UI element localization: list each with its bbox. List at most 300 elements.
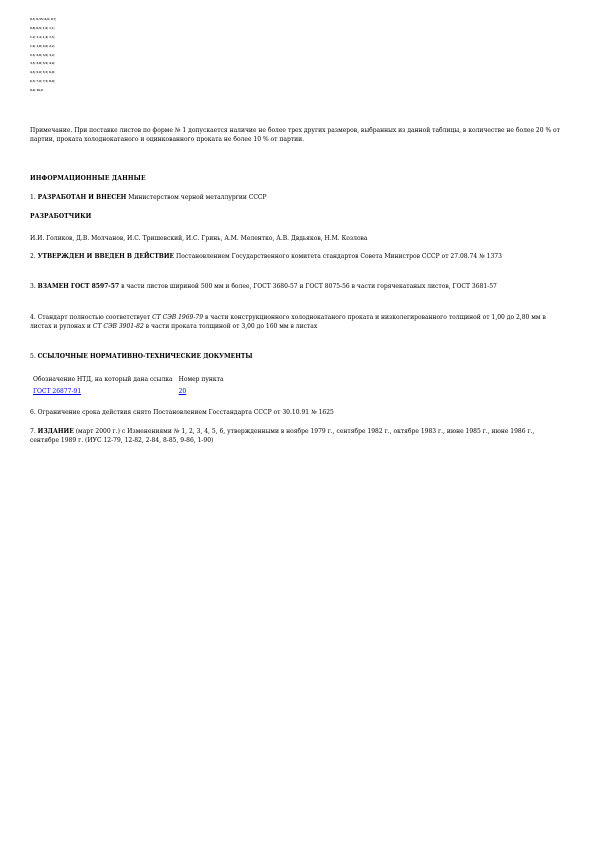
size-cell (133, 55, 154, 64)
size-cell (524, 46, 545, 55)
reference-column-header: Обозначение НТД, на который дана ссылка (33, 376, 173, 383)
size-cell (154, 63, 175, 72)
st-sev-1969-79-ref: СТ СЭВ 1969-79 (152, 314, 204, 321)
size-cell (442, 28, 463, 37)
size-cell (483, 63, 504, 72)
size-cell (483, 19, 504, 28)
info-item-1-text: Министерством черной металлургии СССР (128, 194, 267, 201)
size-cell (463, 55, 484, 64)
size-cell (524, 90, 545, 99)
size-cell (216, 19, 237, 28)
size-cell (360, 90, 381, 99)
size-cell (277, 46, 298, 55)
size-cell (422, 90, 443, 99)
info-item-1-number: 1. (30, 194, 36, 201)
info-item-4-lead: 4. Стандарт полностью соответствует (30, 314, 151, 321)
size-cell (113, 37, 134, 46)
size-cell (442, 63, 463, 72)
size-cell (442, 55, 463, 64)
size-cell (113, 81, 134, 90)
info-item-5 (30, 352, 560, 361)
info-item-6: 6. Ограничение срока действия снято Постановлением Госстандарта СССР от 30.10.91 № 1625 (30, 409, 334, 416)
size-cell (236, 99, 257, 108)
gost-26877-91-link[interactable]: ГОСТ 26877-91 (33, 388, 82, 395)
table-row (30, 63, 566, 72)
size-cell (174, 81, 195, 90)
size-cell (257, 99, 278, 108)
size-cell (380, 72, 401, 81)
size-cell (524, 72, 545, 81)
size-cell (257, 37, 278, 46)
size-cell (380, 99, 401, 108)
size-cell (401, 28, 422, 37)
thickness-cell: 1,2; 1,3; 1,4; 1,5; (30, 35, 55, 39)
info-item-4-tail: в части проката толщиной от 3,00 до 160 мм в листах (145, 323, 318, 331)
size-cell (277, 19, 298, 28)
size-cell (113, 99, 134, 108)
size-cell (236, 28, 257, 37)
size-cell (360, 46, 381, 55)
size-cell (113, 46, 134, 55)
size-cell (277, 55, 298, 64)
info-heading: ИНФОРМАЦИОННЫЕ ДАННЫЕ (30, 175, 146, 182)
info-item-1-caption: РАЗРАБОТАН И ВНЕСЕН (37, 194, 127, 201)
developers-heading: РАЗРАБОТЧИКИ (30, 213, 92, 220)
size-cell (545, 19, 566, 28)
size-cell (298, 81, 319, 90)
size-cell (319, 72, 340, 81)
size-cell (133, 72, 154, 81)
size-cell (195, 28, 216, 37)
size-cell (257, 19, 278, 28)
size-cell (154, 46, 175, 55)
size-cell (154, 99, 175, 108)
size-cell (92, 63, 113, 72)
size-cell (92, 81, 113, 90)
size-cell (319, 37, 340, 46)
size-cell (113, 63, 134, 72)
size-cell (380, 81, 401, 90)
thickness-cell: 4,5; 5,0; 5,5; 6,0; (30, 71, 55, 75)
size-cell (360, 28, 381, 37)
size-cell (545, 90, 566, 99)
size-cell (442, 99, 463, 108)
size-cell (504, 46, 525, 55)
size-cell (380, 28, 401, 37)
size-cell (174, 63, 195, 72)
size-cell (133, 90, 154, 99)
size-cell (339, 55, 360, 64)
size-cell (195, 55, 216, 64)
size-cell (195, 90, 216, 99)
size-cell (236, 37, 257, 46)
size-cell (319, 99, 340, 108)
size-cell (216, 37, 237, 46)
size-cell (277, 28, 298, 37)
size-cell (483, 81, 504, 90)
size-cell (113, 55, 134, 64)
size-cell (463, 90, 484, 99)
size-cell (257, 90, 278, 99)
dimension-table (30, 19, 566, 117)
developers-list: И.И. Голиков, Д.В. Молчанов, И.С. Тришевский, И.С. Гринь, А.М. Мелентко, А.В. Двдьяков, Н.М. Козлова (30, 235, 368, 242)
size-cell (154, 28, 175, 37)
size-cell (154, 81, 175, 90)
size-cell (277, 72, 298, 81)
size-cell (298, 46, 319, 55)
thickness-cell: 1,6; 1,8; 2,0; 2,2; (30, 44, 55, 48)
size-cell (442, 108, 463, 117)
size-cell (442, 46, 463, 55)
size-cell (216, 108, 237, 117)
size-cell (319, 46, 340, 55)
size-cell (298, 37, 319, 46)
size-cell (545, 81, 566, 90)
size-cell (463, 28, 484, 37)
size-cell (195, 63, 216, 72)
info-item-7-number: 7. (30, 428, 36, 435)
size-cell (504, 99, 525, 108)
size-cell (92, 72, 113, 81)
size-cell (298, 72, 319, 81)
size-cell (154, 72, 175, 81)
size-cell (133, 63, 154, 72)
size-cell (319, 19, 340, 28)
size-cell (174, 108, 195, 117)
size-cell (524, 81, 545, 90)
size-cell (216, 63, 237, 72)
thickness-cell: 6,5; 7,0; 7,5; 8,0; (30, 80, 55, 84)
size-cell (133, 99, 154, 108)
info-item-7-caption: ИЗДАНИЕ (37, 428, 74, 435)
thickness-cell (30, 108, 92, 117)
size-cell (195, 81, 216, 90)
size-cell (339, 28, 360, 37)
info-item-5-number: 5. (30, 353, 36, 360)
size-cell (92, 99, 113, 108)
size-cell (133, 19, 154, 28)
size-cell (463, 46, 484, 55)
size-cell (319, 55, 340, 64)
size-cell (504, 28, 525, 37)
size-cell (401, 19, 422, 28)
size-cell (174, 99, 195, 108)
size-cell (504, 19, 525, 28)
size-cell (504, 90, 525, 99)
info-item-5-caption: ССЫЛОЧНЫЕ НОРМАТИВНО-ТЕХНИЧЕСКИЕ ДОКУМЕНТЫ (37, 353, 253, 360)
info-item-4-middle: в части конструкционного холоднокатаного проката и низколегированного толщиной от 1,00 до 2,80 мм в листах и рулонах и (30, 314, 546, 331)
size-cell (216, 55, 237, 64)
size-cell (504, 81, 525, 90)
size-cell (524, 63, 545, 72)
table-row (30, 99, 566, 108)
info-item-2-text: Постановлением Государственного комитета стандартов Совета Министров СССР от 27.08.74 № 1373 (176, 253, 502, 260)
info-item-3-caption: ВЗАМЕН ГОСТ 8597-57 (37, 283, 120, 290)
size-cell (154, 55, 175, 64)
size-cell (422, 81, 443, 90)
size-cell (360, 37, 381, 46)
size-cell (339, 37, 360, 46)
size-cell (277, 99, 298, 108)
size-cell (174, 19, 195, 28)
size-cell (277, 90, 298, 99)
size-cell (277, 108, 298, 117)
size-cell (442, 81, 463, 90)
size-cell (257, 108, 278, 117)
size-cell (236, 81, 257, 90)
size-cell (483, 37, 504, 46)
size-cell (133, 37, 154, 46)
size-cell (113, 19, 134, 28)
size-cell (483, 99, 504, 108)
size-cell (401, 37, 422, 46)
size-cell (92, 90, 113, 99)
size-cell (442, 19, 463, 28)
size-cell (524, 37, 545, 46)
size-cell (360, 72, 381, 81)
size-cell (483, 46, 504, 55)
size-cell (483, 55, 504, 64)
size-cell (195, 108, 216, 117)
info-item-3 (30, 282, 560, 291)
size-cell (339, 99, 360, 108)
size-cell (339, 63, 360, 72)
size-cell (422, 55, 443, 64)
size-cell (257, 28, 278, 37)
table-row (30, 37, 566, 46)
size-cell (174, 28, 195, 37)
reference-documents-table (30, 375, 227, 399)
info-item-3-number: 3. (30, 283, 36, 290)
size-cell (524, 55, 545, 64)
size-cell (463, 72, 484, 81)
size-cell (524, 108, 545, 117)
size-cell (298, 19, 319, 28)
size-cell (380, 63, 401, 72)
thickness-cell (30, 99, 92, 108)
size-cell (319, 108, 340, 117)
size-cell (257, 63, 278, 72)
size-cell (339, 81, 360, 90)
size-cell (174, 55, 195, 64)
size-cell (298, 28, 319, 37)
size-cell (339, 90, 360, 99)
size-cell (319, 28, 340, 37)
size-cell (545, 108, 566, 117)
size-cell (154, 108, 175, 117)
size-cell (360, 55, 381, 64)
table-row (30, 81, 566, 90)
size-cell (442, 90, 463, 99)
size-cell (339, 46, 360, 55)
thickness-cell: 3,5; 3,8; 3,9; 4,0; (30, 62, 55, 66)
size-cell (236, 72, 257, 81)
table-row (30, 72, 566, 81)
size-cell (216, 72, 237, 81)
table-row (30, 46, 566, 55)
size-cell (360, 81, 381, 90)
size-cell (401, 90, 422, 99)
size-cell (463, 99, 484, 108)
size-cell (216, 90, 237, 99)
size-cell (545, 37, 566, 46)
size-cell (92, 37, 113, 46)
size-cell (174, 46, 195, 55)
size-cell (195, 99, 216, 108)
size-cell (401, 55, 422, 64)
size-cell (133, 108, 154, 117)
size-cell (339, 72, 360, 81)
info-item-1 (30, 193, 560, 202)
size-cell (380, 108, 401, 117)
size-cell (442, 72, 463, 81)
item-20-link[interactable]: 20 (178, 388, 187, 395)
thickness-cell: 0,8; 0,9; 1,0; 1,1; (30, 26, 55, 30)
size-cell (380, 19, 401, 28)
size-cell (113, 90, 134, 99)
size-cell (257, 72, 278, 81)
item-number-column-header: Номер пункта (178, 376, 224, 383)
size-cell (298, 55, 319, 64)
size-cell (277, 37, 298, 46)
size-cell (483, 108, 504, 117)
size-cell (545, 28, 566, 37)
size-cell (463, 63, 484, 72)
info-item-3-text: в части листов шириной 500 мм и более, ГОСТ 3680-57 и ГОСТ 8075-56 в части горячекатаных листов, ГОСТ 3681-57 (121, 283, 497, 290)
table-note: Примечание. При поставке листов по форме № 1 допускается наличие не более трех других размеров, выбранных из данной таблицы, в количестве не более 20 % от партии, проката холоднокатаного и оцинкованного проката не более 10 % от партии. (30, 127, 560, 144)
size-cell (504, 55, 525, 64)
size-cell (257, 81, 278, 90)
size-cell (360, 108, 381, 117)
size-cell (339, 108, 360, 117)
size-cell (380, 46, 401, 55)
size-cell (504, 72, 525, 81)
size-cell (92, 28, 113, 37)
size-cell (236, 90, 257, 99)
size-cell (524, 99, 545, 108)
size-cell (298, 99, 319, 108)
size-cell (277, 63, 298, 72)
st-sev-3901-82-ref: СТ СЭВ 3901-82 (92, 323, 144, 331)
info-item-7 (30, 427, 560, 445)
size-cell (133, 81, 154, 90)
size-cell (524, 19, 545, 28)
size-cell (545, 99, 566, 108)
table-row (30, 28, 566, 37)
size-cell (504, 63, 525, 72)
size-cell (133, 46, 154, 55)
thickness-cell: 9,0; 10,0 (30, 89, 43, 93)
table-row (30, 387, 227, 399)
size-cell (236, 55, 257, 64)
size-cell (216, 99, 237, 108)
size-cell (463, 19, 484, 28)
thickness-cell: 0,5; 0,55; 0,6; 0,7; (30, 18, 57, 21)
size-cell (174, 37, 195, 46)
size-cell (545, 46, 566, 55)
size-cell (195, 72, 216, 81)
size-cell (92, 19, 113, 28)
size-cell (524, 28, 545, 37)
size-cell (298, 90, 319, 99)
size-cell (401, 99, 422, 108)
thickness-cell: 2,5; 2,8; 3,0; 3,2; (30, 53, 55, 57)
size-cell (463, 37, 484, 46)
size-cell (422, 37, 443, 46)
size-cell (463, 81, 484, 90)
size-cell (422, 99, 443, 108)
size-cell (422, 108, 443, 117)
size-cell (545, 72, 566, 81)
size-cell (401, 46, 422, 55)
size-cell (422, 28, 443, 37)
info-item-7-text: (март 2000 г.) с Изменениями № 1, 2, 3, 4, 5, 6, утвержденными в ноябре 1979 г., сентябре 1982 г., октябре 1983 г., июне 1985 г., июне 1986 г., сентябре 1989 г. (ИУС 12-79, 12-82, 2-84, 8-85, 9-86, 1-90) (30, 428, 535, 445)
info-item-2 (30, 252, 560, 261)
size-cell (133, 28, 154, 37)
size-cell (401, 63, 422, 72)
size-cell (298, 108, 319, 117)
size-cell (401, 81, 422, 90)
size-cell (360, 63, 381, 72)
size-cell (463, 108, 484, 117)
size-cell (545, 63, 566, 72)
size-cell (92, 108, 113, 117)
size-cell (113, 72, 134, 81)
size-cell (504, 37, 525, 46)
size-cell (195, 37, 216, 46)
size-cell (195, 19, 216, 28)
size-cell (154, 90, 175, 99)
size-cell (319, 63, 340, 72)
size-cell (236, 46, 257, 55)
table-row (30, 19, 566, 28)
size-cell (483, 28, 504, 37)
size-cell (483, 90, 504, 99)
size-cell (483, 72, 504, 81)
size-cell (257, 46, 278, 55)
size-cell (545, 55, 566, 64)
size-cell (401, 108, 422, 117)
info-item-2-caption: УТВЕРЖДЕН И ВВЕДЕН В ДЕЙСТВИЕ (37, 253, 175, 260)
info-item-2-number: 2. (30, 253, 36, 260)
size-cell (319, 90, 340, 99)
size-cell (236, 108, 257, 117)
size-cell (422, 46, 443, 55)
dimension-table-body (30, 19, 566, 117)
size-cell (360, 19, 381, 28)
size-cell (298, 63, 319, 72)
table-row (30, 108, 566, 117)
size-cell (277, 81, 298, 90)
size-cell (442, 37, 463, 46)
size-cell (339, 19, 360, 28)
size-cell (92, 46, 113, 55)
size-cell (422, 72, 443, 81)
info-item-4 (30, 313, 560, 331)
size-cell (216, 46, 237, 55)
size-cell (113, 108, 134, 117)
size-cell (360, 99, 381, 108)
size-cell (257, 55, 278, 64)
size-cell (216, 28, 237, 37)
size-cell (401, 72, 422, 81)
size-cell (174, 72, 195, 81)
size-cell (113, 28, 134, 37)
table-row (30, 90, 566, 99)
size-cell (380, 90, 401, 99)
size-cell (380, 37, 401, 46)
size-cell (154, 19, 175, 28)
